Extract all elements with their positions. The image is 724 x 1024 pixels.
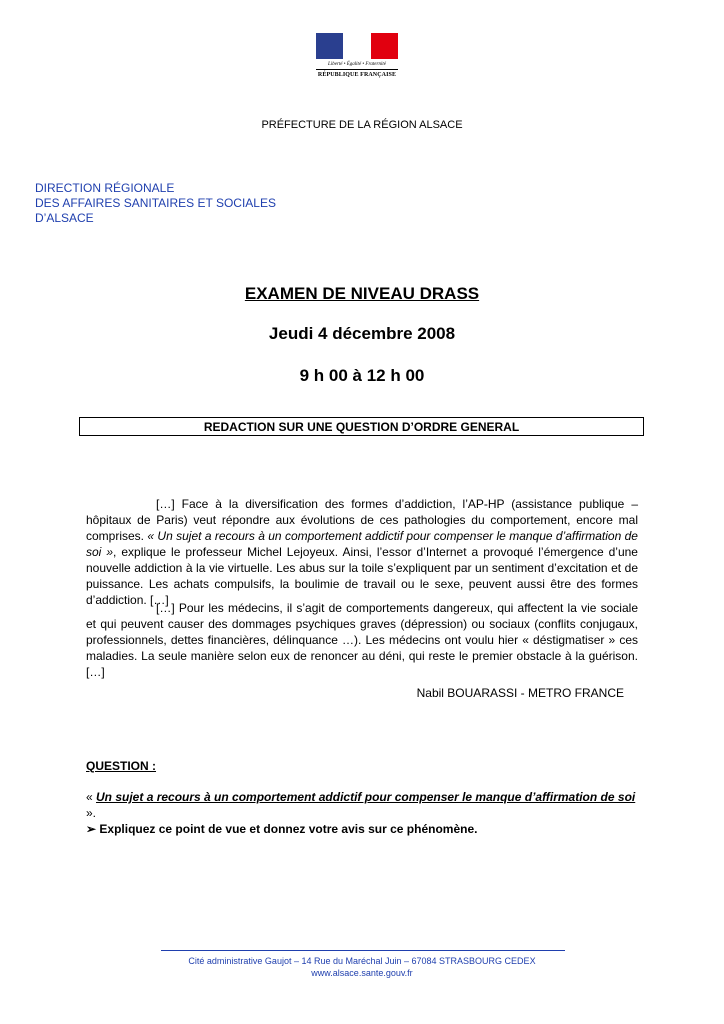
logo-motto: Liberté • Égalité • Fraternité [328,62,386,67]
question-instruction: ➢ Expliquez ce point de vue et donnez votre avis sur ce phénomène. [86,822,478,836]
exam-time: 9 h 00 à 12 h 00 [299,366,425,385]
subject-box: REDACTION SUR UNE QUESTION D’ORDRE GENERAL [79,417,644,436]
direction-line-2: DES AFFAIRES SANITAIRES ET SOCIALES [35,196,276,210]
direction-block [35,181,276,226]
prefecture-heading: PRÉFECTURE DE LA RÉGION ALSACE [261,119,463,131]
footer-address: Cité administrative Gaujot – 14 Rue du Maréchal Juin – 67084 STRASBOURG CEDEX [188,956,536,966]
excerpt-paragraph-1 [86,496,638,608]
marianne-logo [316,33,398,87]
quote-close: ». [86,806,97,820]
footer-website[interactable]: www.alsace.sante.gouv.fr [311,968,413,978]
footer-divider [161,950,565,951]
exam-title: EXAMEN DE NIVEAU DRASS [244,284,480,303]
excerpt-paragraph-2 [86,600,638,680]
exam-date: Jeudi 4 décembre 2008 [268,324,456,343]
p1-start: […] Face à la diversification des formes d’addiction, l’AP-HP (assistance publique – hôpitaux de Paris) veut répondre aux évolutions de ces pathologies du comportement, encore mal comprises. [86,497,638,543]
p1-end: , explique le professeur Michel Lejoyeux. Ainsi, l’essor d’Internet a provoqué l’émergence d’une nouvelle addiction à la vie virtuelle. Les abus sur la toile s’expliquent par un sentiment d’excitation et de puissance. Les achats compulsifs, la boulimie de travail ou le sexe, peuvent aussi être des formes d’addiction. […] [86,545,638,607]
quote-open: « [86,790,97,804]
question-quote: Un sujet a recours à un comportement addictif pour compenser le manque d’affirmation de soi [96,790,636,804]
excerpt-author: Nabil BOUARASSI - METRO FRANCE [416,686,624,700]
direction-line-3: D’ALSACE [35,211,94,225]
p2-text: […] Pour les médecins, il s’agit de comportements dangereux, qui affectent la vie sociale et qui peuvent causer des dommages psychiques graves (dépression) ou sociaux (conflits conjugaux, professionnels, dettes financières, délinquance …). Les médecins ont voulu hier « déstigmatiser » ces maladies. La seule manière selon eux de renoncer au déni, qui reste le premier obstacle à la guérison.[…] [86,601,638,679]
question-block [86,789,646,837]
flag-icon [316,33,398,59]
p1-quote: « Un sujet a recours à un comportement addictif pour compenser le manque d’affirmation de soi » [86,529,638,559]
logo-republic: RÉPUBLIQUE FRANÇAISE [317,72,397,78]
question-heading: QUESTION : [86,759,157,773]
direction-line-1: DIRECTION RÉGIONALE [35,181,175,195]
